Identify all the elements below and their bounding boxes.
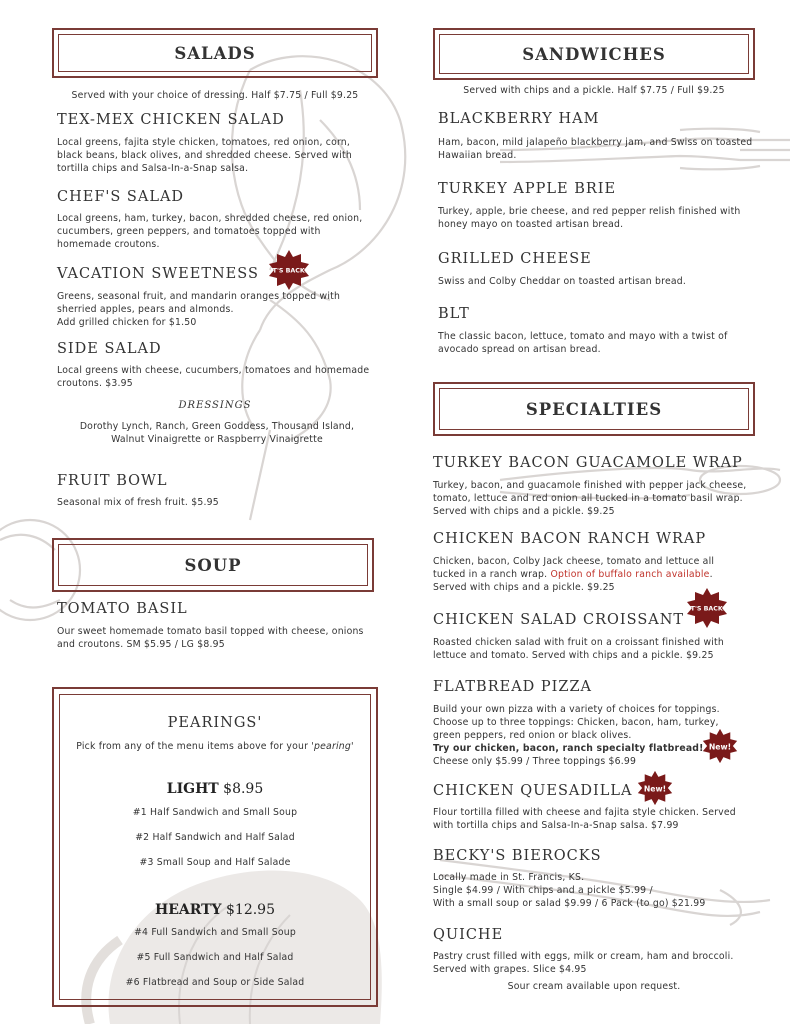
item-description: Local greens, fajita style chicken, tomatoes, red onion, corn, black beans, black olives, and shredded cheese. Served with tortilla chips and Salsa-In-a-Snap salsa. <box>57 137 352 174</box>
soup-heading: SOUP <box>184 555 242 575</box>
item-description: Pastry crust filled with eggs, milk or cream, ham and broccoli. Served with grapes. Slice $4.95 <box>433 951 734 975</box>
combo-option: #1 Half Sandwich and Small Soup <box>132 807 298 818</box>
item-description: Turkey, bacon, and guacamole finished with pepper jack cheese, tomato, lettuce and red onion all tucked in a tomato basil wrap. Served with chips and a pickle. $9.25 <box>433 480 747 517</box>
hearty-combo-heading: HEARTY $12.95 <box>154 902 275 918</box>
dressings-heading: DRESSINGS <box>178 400 252 411</box>
item-description: Seasonal mix of fresh fruit. $5.95 <box>57 497 219 508</box>
item-title: VACATION SWEETNESS <box>57 266 259 282</box>
salads-header <box>52 28 378 78</box>
combo-option: #5 Full Sandwich and Half Salad <box>136 952 294 963</box>
its-back-badge <box>268 249 310 291</box>
new-badge <box>637 770 673 806</box>
specialties-header <box>433 382 755 436</box>
item-description: Roasted chicken salad with fruit on a croissant finished with lettuce and tomato. Served with chips and a pickle. $9.25 <box>433 637 724 661</box>
item-title: BLACKBERRY HAM <box>438 111 600 127</box>
item-description: The classic bacon, lettuce, tomato and mayo with a twist of avocado spread on artisan bread. <box>438 331 728 355</box>
item-title: CHICKEN SALAD CROISSANT <box>433 612 685 628</box>
sandwiches-heading: SANDWICHES <box>522 44 666 64</box>
combo-option: #3 Small Soup and Half Salade <box>139 857 291 868</box>
salads-heading: SALADS <box>174 43 256 63</box>
item-description: Our sweet homemade tomato basil topped with cheese, onions and croutons. SM $5.95 / LG $8.95 <box>57 626 364 650</box>
item-description: Swiss and Colby Cheddar on toasted artisan bread. <box>438 276 687 287</box>
svg-text:New!: New! <box>708 742 732 752</box>
item-title: TOMATO BASIL <box>57 601 188 617</box>
item-title: FRUIT BOWL <box>57 473 168 489</box>
item-description: Build your own pizza with a variety of choices for toppings. Choose up to three toppings: Chicken, bacon, ham, turkey, green peppers, red onion or black olives. Try our chicken, bacon, ranch specialty flatbread! Cheese only $5.99 / Three toppings $6.99 <box>433 704 720 767</box>
item-title: BLT <box>438 306 470 322</box>
item-description: Local greens, ham, turkey, bacon, shredded cheese, red onion, cucumbers, green peppers, and tomatoes topped with homemade croutons. <box>57 213 363 250</box>
item-description: Ham, bacon, mild jalapeño blackberry jam, and Swiss on toasted Hawaiian bread. <box>438 137 753 161</box>
item-title: TURKEY APPLE BRIE <box>438 181 617 197</box>
salads-note: Served with your choice of dressing. Half $7.75 / Full $9.25 <box>71 90 359 101</box>
combo-option: #6 Flatbread and Soup or Side Salad <box>125 977 305 988</box>
sandwiches-header <box>433 28 755 80</box>
light-combo-heading: LIGHT $8.95 <box>166 781 264 797</box>
soup-header <box>52 538 374 592</box>
svg-text:New!: New! <box>643 784 667 794</box>
item-title: GRILLED CHEESE <box>438 251 592 267</box>
item-description: Local greens with cheese, cucumbers, tomatoes and homemade croutons. $3.95 <box>57 365 370 389</box>
sandwiches-note: Served with chips and a pickle. Half $7.75 / Full $9.25 <box>463 85 725 96</box>
item-title: FLATBREAD PIZZA <box>433 679 593 695</box>
svg-text:IT'S BACK!: IT'S BACK! <box>270 267 308 275</box>
item-title: SIDE SALAD <box>57 341 162 357</box>
combo-option: #2 Half Sandwich and Half Salad <box>135 832 295 843</box>
item-title: TEX-MEX CHICKEN SALAD <box>57 112 285 128</box>
item-description: Turkey, apple, brie cheese, and red pepper relish finished with honey mayo on toasted artisan bread. <box>438 206 741 230</box>
item-title: BECKY'S BIEROCKS <box>433 848 602 864</box>
combo-option: #4 Full Sandwich and Small Soup <box>134 927 296 938</box>
item-description: Flour tortilla filled with cheese and fajita style chicken. Served with tortilla chips and Salsa-In-a-Snap salsa. $7.99 <box>433 807 736 831</box>
item-title: QUICHE <box>433 927 504 943</box>
specialties-heading: SPECIALTIES <box>525 399 663 419</box>
its-back-badge <box>686 587 728 629</box>
pearings-heading: PEARINGS' <box>167 715 263 731</box>
item-title: CHICKEN BACON RANCH WRAP <box>433 531 707 547</box>
item-title: CHICKEN QUESADILLA <box>433 783 633 799</box>
item-description: Locally made in St. Francis, KS. Single $4.99 / With chips and a pickle $5.99 / With a small soup or salad $9.99 / 6 Pack (to go) $21.99 <box>433 872 706 909</box>
svg-text:IT'S BACK!: IT'S BACK! <box>688 605 726 613</box>
dressings-list: Dorothy Lynch, Ranch, Green Goddess, Thousand Island, Walnut Vinaigrette or Raspberry Vinaigrette <box>79 421 355 445</box>
pearings-intro: Pick from any of the menu items above for your 'pearing' <box>76 741 354 752</box>
new-badge <box>702 728 738 764</box>
item-description: Greens, seasonal fruit, and mandarin oranges topped with sherried apples, pears and almonds. Add grilled chicken for $1.50 <box>57 291 341 328</box>
item-description: Chicken, bacon, Colby Jack cheese, tomato and lettuce all tucked in a ranch wrap. Option of buffalo ranch available. Served with chips and a pickle. $9.25 <box>433 556 715 593</box>
quiche-note: Sour cream available upon request. <box>507 981 681 992</box>
item-title: CHEF'S SALAD <box>57 189 185 205</box>
item-title: TURKEY BACON GUACAMOLE WRAP <box>433 455 743 471</box>
